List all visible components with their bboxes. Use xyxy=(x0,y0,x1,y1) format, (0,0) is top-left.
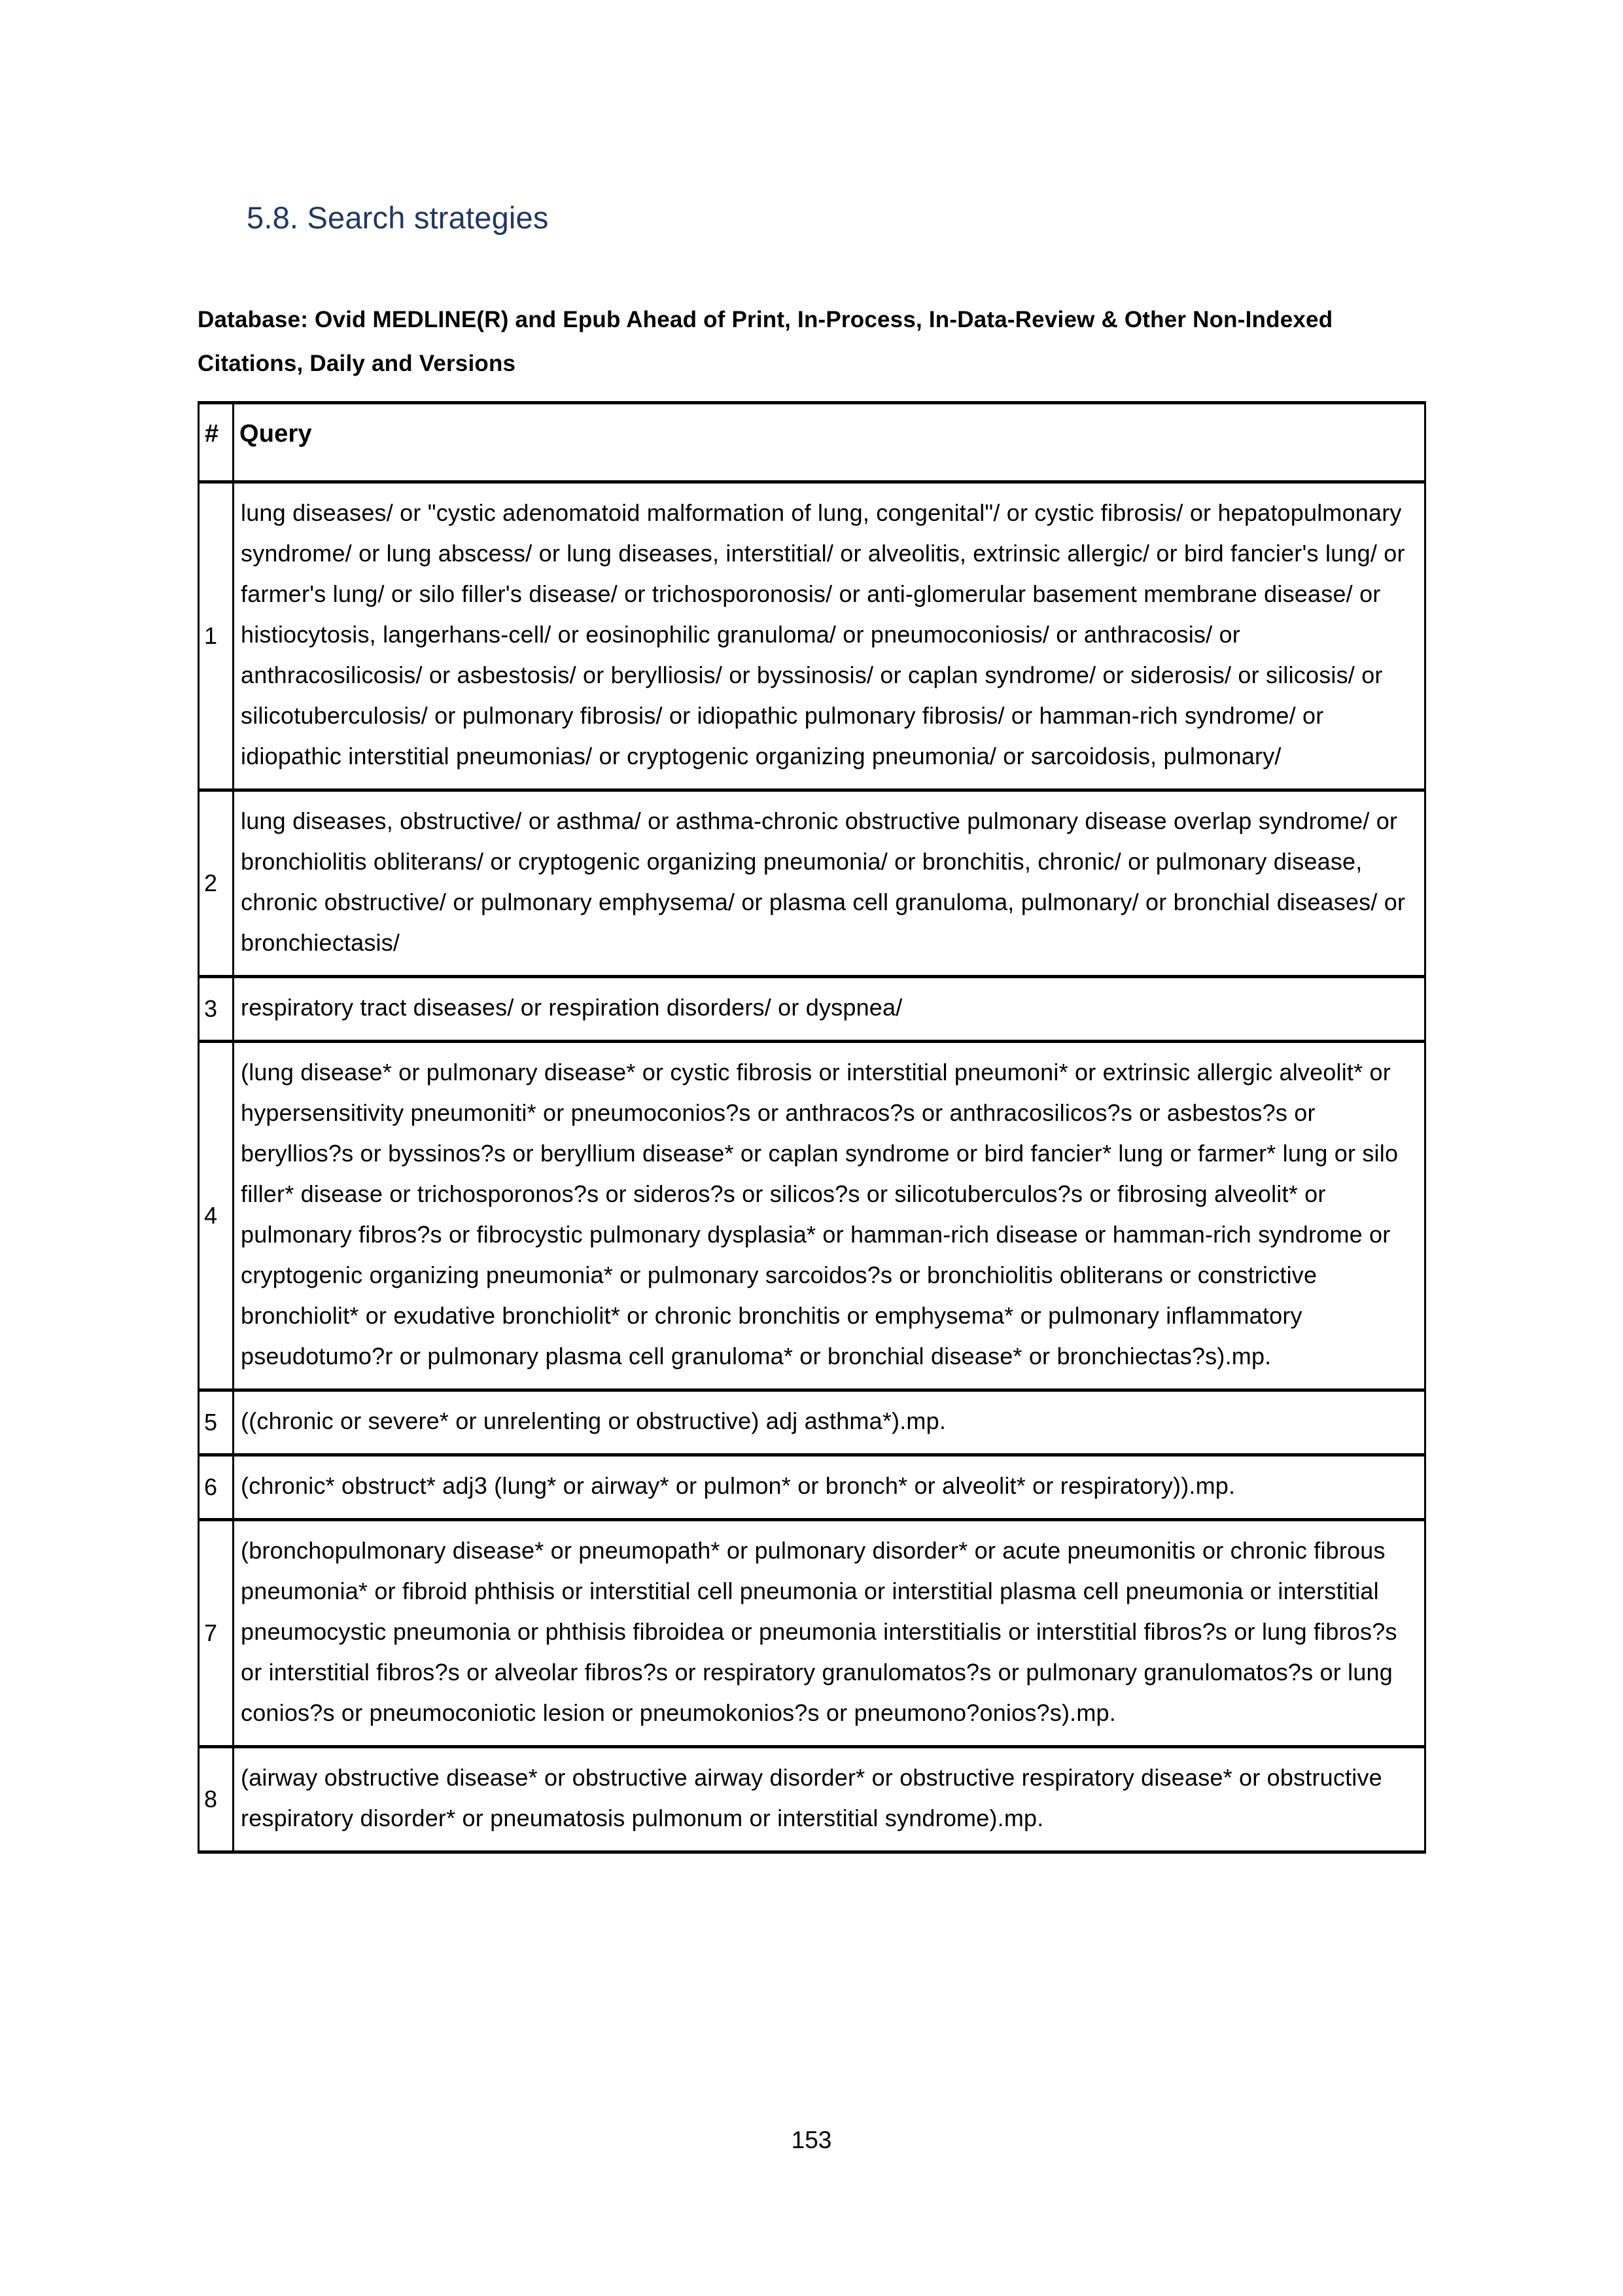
column-header-query: Query xyxy=(234,403,1425,482)
column-header-number: # xyxy=(199,403,234,482)
table-header-row xyxy=(199,403,1425,482)
query-row-text: respiratory tract diseases/ or respiration disorders/ or dyspnea/ xyxy=(234,977,1425,1042)
section-heading: 5.8. Search strategies xyxy=(247,200,549,235)
query-row-text: (chronic* obstruct* adj3 (lung* or airway* or pulmon* or bronch* or alveolit* or respiratory)).mp. xyxy=(234,1455,1425,1520)
database-description: Database: Ovid MEDLINE(R) and Epub Ahead of Print, In-Process, In-Data-Review & Other Non-Indexed Citations, Daily and Versions xyxy=(198,307,1333,376)
query-row-number: 7 xyxy=(199,1520,234,1747)
query-row-number: 3 xyxy=(199,977,234,1042)
search-strategy-table xyxy=(198,401,1426,1854)
query-row-text: (bronchopulmonary disease* or pneumopath* or pulmonary disorder* or acute pneumonitis or chronic fibrous pneumonia* or fibroid phthisis or interstitial cell pneumonia or interstitial plasma cell pneumonia or interstitial pneumocystic pneumonia or phthisis fibroidea or pneumonia interstitialis or interstitial fibros?s or lung fibros?s or interstitial fibros?s or alveolar fibros?s or respiratory granulomatos?s or pulmonary granulomatos?s or lung conios?s or pneumoconiotic lesion or pneumokonios?s or pneumono?onios?s).mp. xyxy=(234,1520,1425,1747)
query-row-text: (lung disease* or pulmonary disease* or cystic fibrosis or interstitial pneumoni* or extrinsic allergic alveolit* or hypersensitivity pneumoniti* or pneumoconios?s or anthracos?s or anthracosilicos?s or asbestos?s or beryllios?s or byssinos?s or beryllium disease* or caplan syndrome or bird fancier* lung or farmer* lung or silo filler* disease or trichosporonos?s or sideros?s or silicos?s or silicotuberculos?s or fibrosing alveolit* or pulmonary fibros?s or fibrocystic pulmonary dysplasia* or hamman-rich disease or hamman-rich syndrome or cryptogenic organizing pneumonia* or pulmonary sarcoidos?s or bronchiolitis obliterans or constrictive bronchiolit* or exudative bronchiolit* or chronic bronchitis or emphysema* or pulmonary inflammatory pseudotumo?r or pulmonary plasma cell granuloma* or bronchial disease* or bronchiectas?s).mp. xyxy=(234,1042,1425,1390)
table-row xyxy=(199,977,1425,1042)
query-row-text: lung diseases/ or "cystic adenomatoid malformation of lung, congenital"/ or cystic fibrosis/ or hepatopulmonary syndrome/ or lung abscess/ or lung diseases, interstitial/ or alveolitis, extrinsic allergic/ or bird fancier's lung/ or farmer's lung/ or silo filler's disease/ or trichosporonosis/ or anti-glomerular basement membrane disease/ or histiocytosis, langerhans-cell/ or eosinophilic granuloma/ or pneumoconiosis/ or anthracosis/ or anthracosilicosis/ or asbestosis/ or berylliosis/ or byssinosis/ or caplan syndrome/ or siderosis/ or silicosis/ or silicotuberculosis/ or pulmonary fibrosis/ or idiopathic pulmonary fibrosis/ or hamman-rich syndrome/ or idiopathic interstitial pneumonias/ or cryptogenic organizing pneumonia/ or sarcoidosis, pulmonary/ xyxy=(234,482,1425,790)
query-row-number: 6 xyxy=(199,1455,234,1520)
table-row xyxy=(199,1520,1425,1747)
query-row-text: (airway obstructive disease* or obstructive airway disorder* or obstructive respiratory disease* or obstructive respiratory disorder* or pneumatosis pulmonum or interstitial syndrome).mp. xyxy=(234,1747,1425,1852)
table-row xyxy=(199,1455,1425,1520)
table-row xyxy=(199,482,1425,790)
query-row-text: lung diseases, obstructive/ or asthma/ or asthma-chronic obstructive pulmonary disease overlap syndrome/ or bronchiolitis obliterans/ or cryptogenic organizing pneumonia/ or bronchitis, chronic/ or pulmonary disease, chronic obstructive/ or pulmonary emphysema/ or plasma cell granuloma, pulmonary/ or bronchial diseases/ or bronchiectasis/ xyxy=(234,790,1425,977)
query-row-number: 2 xyxy=(199,790,234,977)
query-row-number: 8 xyxy=(199,1747,234,1852)
query-row-number: 1 xyxy=(199,482,234,790)
page-number: 153 xyxy=(791,2127,832,2153)
query-row-text: ((chronic or severe* or unrelenting or obstructive) adj asthma*).mp. xyxy=(234,1390,1425,1455)
query-row-number: 4 xyxy=(199,1042,234,1390)
table-row xyxy=(199,1747,1425,1852)
query-row-number: 5 xyxy=(199,1390,234,1455)
table-row xyxy=(199,790,1425,977)
table-row xyxy=(199,1390,1425,1455)
table-row xyxy=(199,1042,1425,1390)
